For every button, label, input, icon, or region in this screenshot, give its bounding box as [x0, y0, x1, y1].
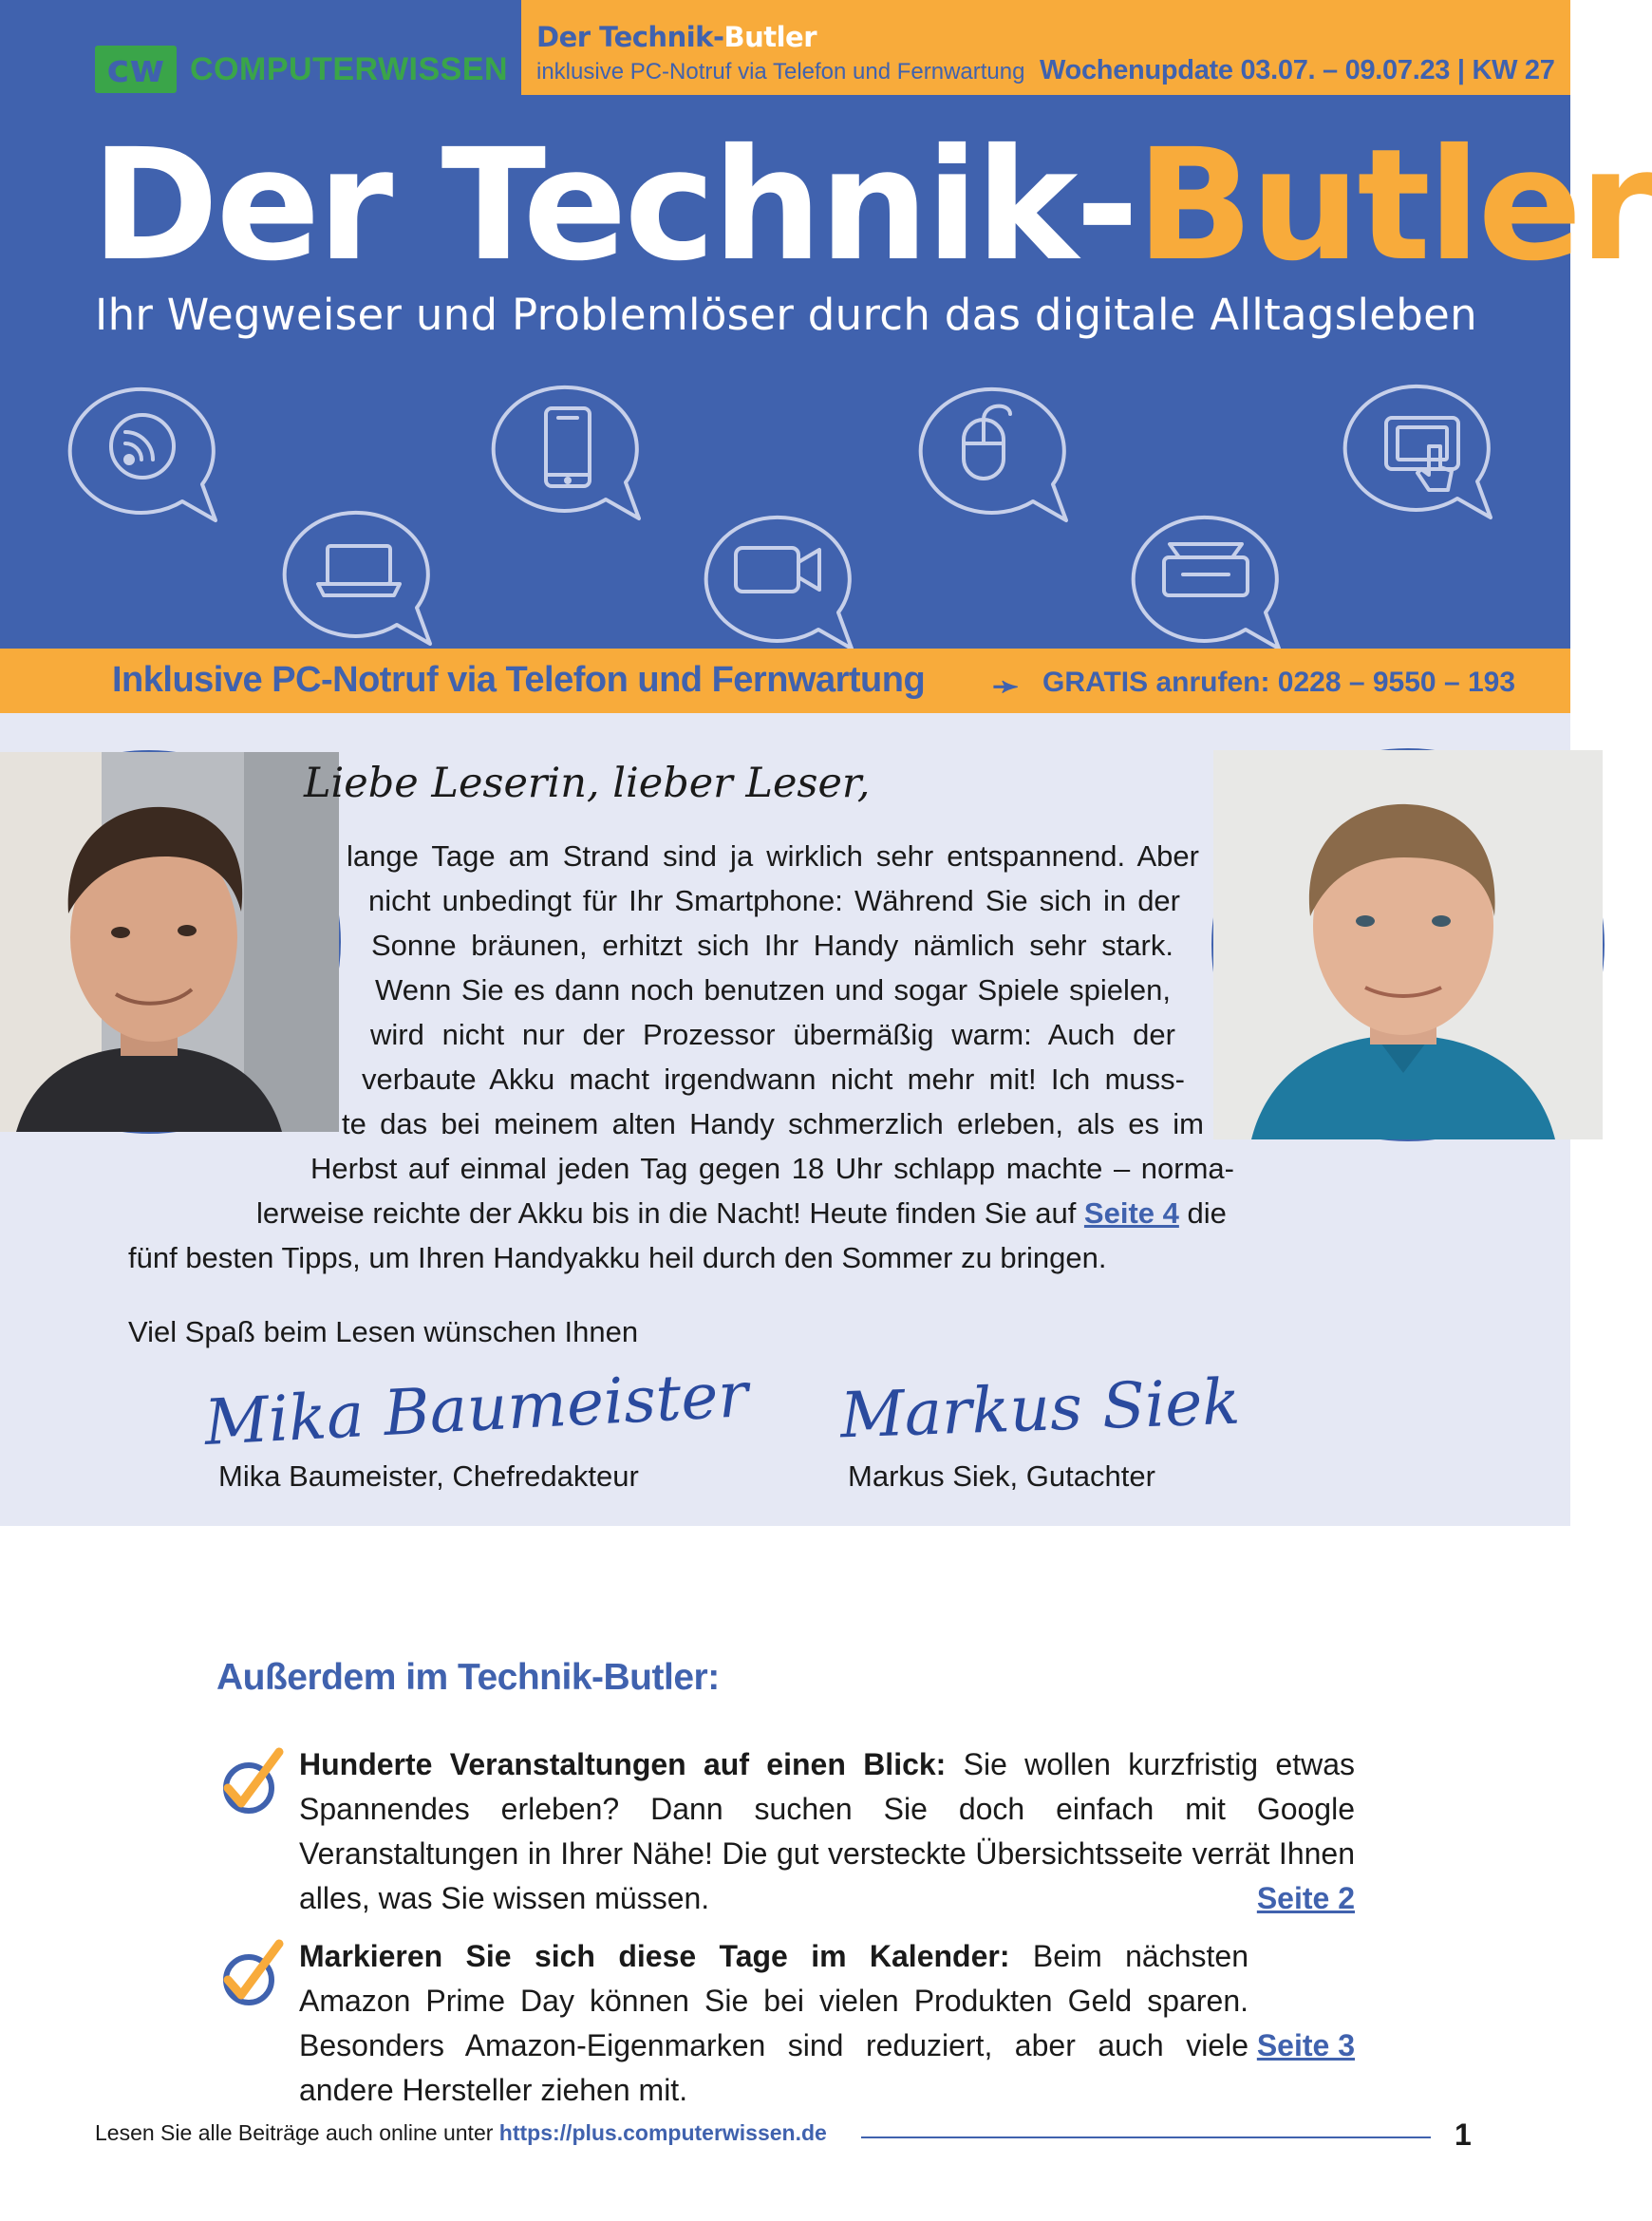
hotline-number[interactable]: GRATIS anrufen: 0228 – 9550 – 193 [1042, 667, 1516, 698]
banner-text: Inklusive PC-Notruf via Telefon und Fernwartung [112, 660, 926, 700]
kicker-title: Der Technik-Butler [536, 21, 817, 53]
logo-mark: cw [95, 46, 177, 93]
tablet-touch-icon [1345, 386, 1491, 518]
signature-markus: Markus Siek [838, 1365, 1242, 1453]
logo-text: COMPUTERWISSEN [190, 50, 509, 87]
icon-row [0, 375, 1570, 650]
teaser-item [220, 1934, 1355, 2107]
seite-2-link[interactable]: Seite 2 [1256, 1881, 1355, 1915]
greeting: Liebe Leserin, lieber Leser, [304, 760, 871, 807]
letter-line: fünf besten Tipps, um Ihren Handyakku heil durch den Sommer zu bringen. [128, 1241, 1107, 1274]
main-title: Der Technik-Butler [91, 117, 1652, 295]
more-heading: Außerdem im Technik-Butler: [216, 1657, 720, 1698]
seite-3-link[interactable]: Seite 3 [1256, 2028, 1355, 2062]
author-name-mika: Mika Baumeister, Chefredakteur [218, 1459, 639, 1493]
main-subtitle: Ihr Wegweiser und Problemlöser durch das digitale Alltagsleben [95, 290, 1477, 340]
kicker-subtitle: inklusive PC-Notruf via Telefon und Fernwartung [536, 59, 1025, 85]
teaser-text: Markieren Sie sich diese Tage im Kalender: Beim nächsten Amazon Prime Day können Sie bei vielen Produkten Geld sparen. Besonders Amazon-Eigenmarken sind reduziert, aber auch viele andere Hersteller ziehen mit. [299, 1939, 1249, 2107]
letter-line: lerweise reichte der Akku bis in die Nacht! Heute finden Sie auf Seite 4 die [256, 1196, 1227, 1230]
letter-line: lange Tage am Strand sind ja wirklich sehr entspannend. Aber [347, 839, 1199, 873]
computer-mouse-icon [921, 389, 1066, 520]
footer-divider [861, 2136, 1431, 2138]
closing-line: Viel Spaß beim Lesen wünschen Ihnen [128, 1315, 639, 1348]
footer-url-link[interactable]: https://plus.computerwissen.de [498, 2120, 827, 2145]
rss-icon [70, 389, 216, 520]
letter-line: Wenn Sie es dann noch benutzen und sogar Spiele spielen, [375, 973, 1171, 1007]
letter-line: verbaute Akku macht irgendwann nicht mehr mit! Ich muss- [362, 1063, 1185, 1096]
checkmark-icon [220, 1750, 285, 1815]
photo-mika-baumeister [0, 750, 341, 1134]
teaser-text: Hunderte Veranstaltungen auf einen Blick: Sie wollen kurzfristig etwas Spannendes erleben? Dann suchen Sie doch einfach mit Google Veranstaltungen in Ihrer Nähe! Die gut versteckte Übersichtsseite verrät Ihnen alles, was Sie wissen müssen. [299, 1747, 1355, 1915]
letter-line: Herbst auf einmal jeden Tag gegen 18 Uhr schlapp machte – norma- [310, 1152, 1234, 1185]
scanner-icon [1134, 518, 1279, 649]
arrow-right-icon: ➛ [992, 668, 1020, 705]
author-name-markus: Markus Siek, Gutachter [848, 1459, 1155, 1493]
page-number: 1 [1455, 2117, 1472, 2152]
photo-markus-siek [1211, 748, 1605, 1141]
letter-line: te das bei meinem alten Handy schmerzlich erleben, als es im [342, 1107, 1204, 1140]
smartphone-icon [494, 387, 639, 518]
letter-line: wird nicht nur der Prozessor übermäßig warm: Auch der [370, 1018, 1175, 1051]
letter-line: nicht unbedingt für Ihr Smartphone: Während Sie sich in der [368, 884, 1180, 917]
checkmark-icon [220, 1942, 285, 2006]
week-info: Wochenupdate 03.07. – 09.07.23 | KW 27 [1040, 55, 1555, 85]
computerwissen-logo [95, 45, 508, 94]
laptop-icon [285, 513, 430, 644]
letter-line: Sonne bräunen, erhitzt sich Ihr Handy nämlich sehr stark. [371, 929, 1173, 962]
video-camera-icon [706, 518, 852, 649]
teaser-item [220, 1742, 1355, 1923]
footer-note: Lesen Sie alle Beiträge auch online unter https://plus.computerwissen.de [95, 2120, 827, 2145]
seite-4-link[interactable]: Seite 4 [1083, 1196, 1179, 1230]
signature-mika: Mika Baumeister [202, 1358, 750, 1459]
